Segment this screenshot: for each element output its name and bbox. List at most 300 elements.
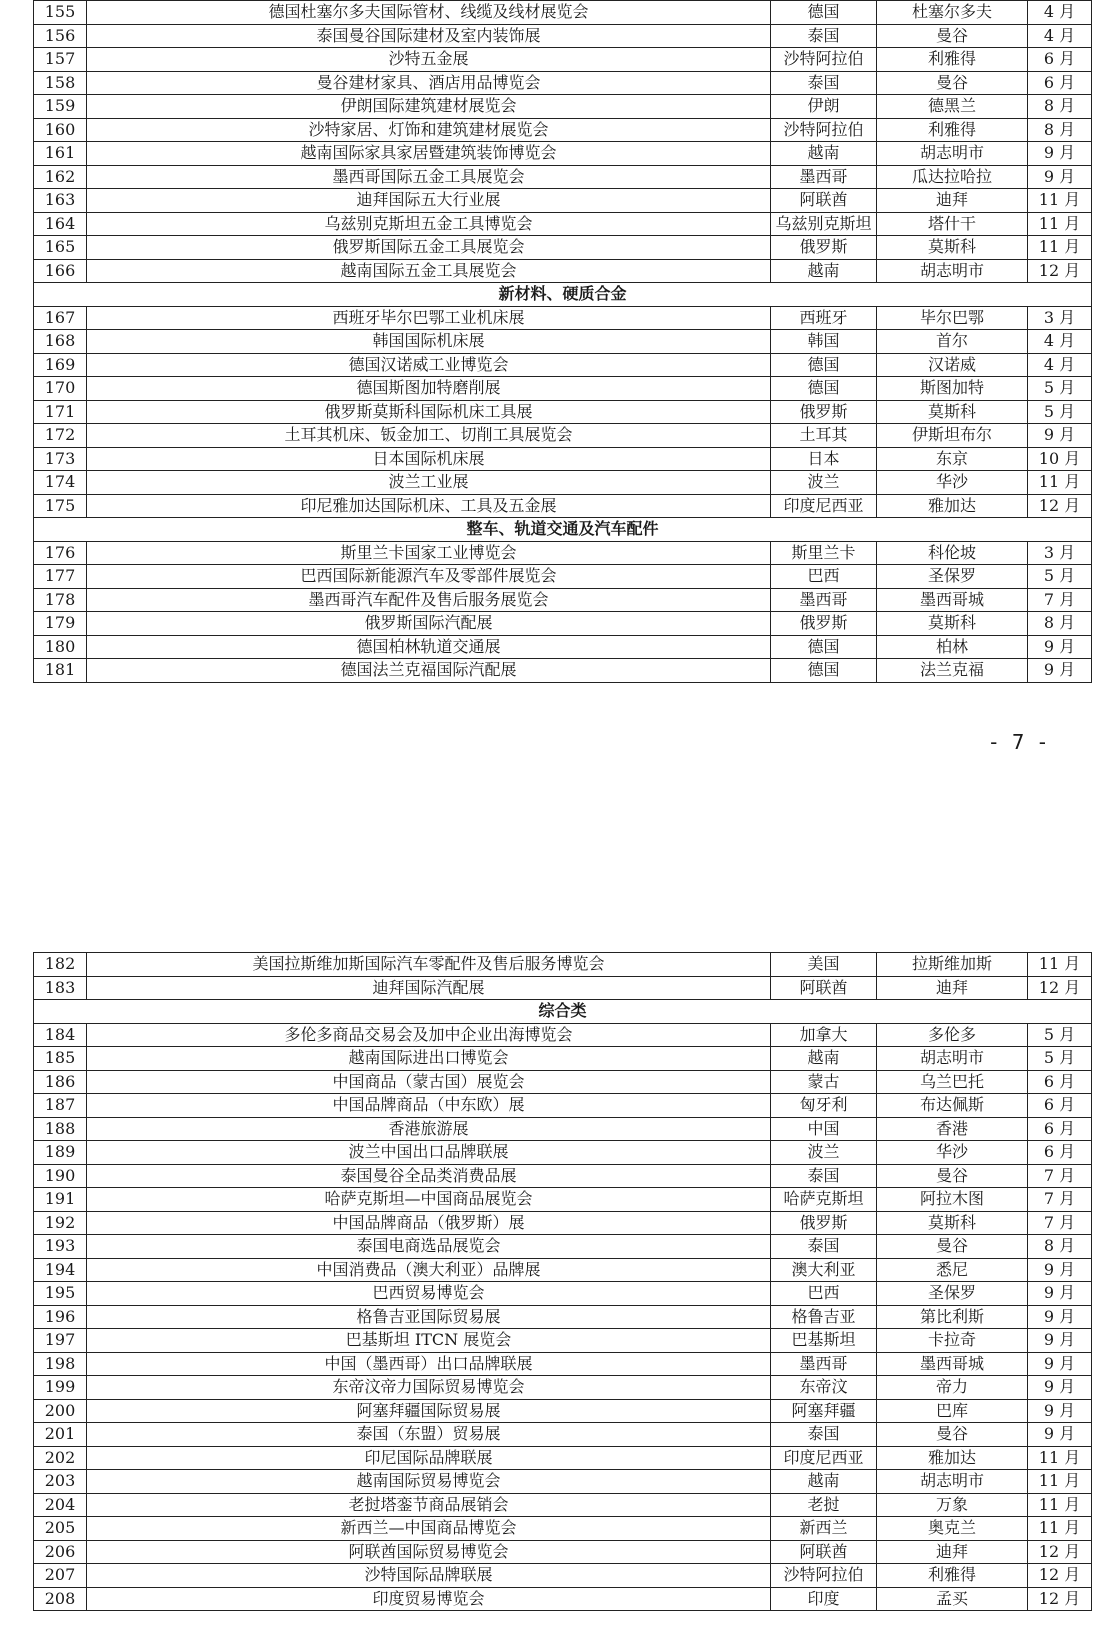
serial-number-cell: 184 (34, 1023, 87, 1047)
exhibition-name-cell: 美国拉斯维加斯国际汽车零配件及售后服务博览会 (87, 953, 771, 977)
serial-number-cell: 159 (34, 95, 87, 119)
city-cell: 雅加达 (877, 1446, 1028, 1470)
month-cell: 11 月 (1028, 1470, 1092, 1494)
serial-number-cell: 199 (34, 1376, 87, 1400)
month-cell: 9 月 (1028, 1376, 1092, 1400)
table-row (34, 1070, 1092, 1094)
month-cell: 8 月 (1028, 118, 1092, 142)
table-row (34, 118, 1092, 142)
country-cell: 日本 (771, 447, 877, 471)
table-row (34, 1211, 1092, 1235)
serial-number-cell: 157 (34, 48, 87, 72)
serial-number-cell: 194 (34, 1258, 87, 1282)
city-cell: 迪拜 (877, 976, 1028, 1000)
month-cell: 5 月 (1028, 400, 1092, 424)
month-cell: 9 月 (1028, 1329, 1092, 1353)
month-cell: 9 月 (1028, 1258, 1092, 1282)
exhibition-name-cell: 德国法兰克福国际汽配展 (87, 659, 771, 683)
table-row (34, 330, 1092, 354)
country-cell: 蒙古 (771, 1070, 877, 1094)
country-cell: 新西兰 (771, 1517, 877, 1541)
table-row (34, 24, 1092, 48)
city-cell: 帝力 (877, 1376, 1028, 1400)
serial-number-cell: 168 (34, 330, 87, 354)
country-cell: 印度尼西亚 (771, 494, 877, 518)
city-cell: 毕尔巴鄂 (877, 306, 1028, 330)
serial-number-cell: 170 (34, 377, 87, 401)
city-cell: 法兰克福 (877, 659, 1028, 683)
exhibition-name-cell: 迪拜国际汽配展 (87, 976, 771, 1000)
exhibition-name-cell: 德国汉诺威工业博览会 (87, 353, 771, 377)
section-title: 整车、轨道交通及汽车配件 (34, 518, 1092, 542)
city-cell: 雅加达 (877, 494, 1028, 518)
serial-number-cell: 160 (34, 118, 87, 142)
month-cell: 9 月 (1028, 1423, 1092, 1447)
city-cell: 孟买 (877, 1587, 1028, 1611)
month-cell: 4 月 (1028, 24, 1092, 48)
city-cell: 万象 (877, 1493, 1028, 1517)
table-row (34, 48, 1092, 72)
serial-number-cell: 203 (34, 1470, 87, 1494)
exhibition-name-cell: 中国消费品（澳大利亚）品牌展 (87, 1258, 771, 1282)
country-cell: 美国 (771, 953, 877, 977)
exhibition-name-cell: 印尼雅加达国际机床、工具及五金展 (87, 494, 771, 518)
table-row (34, 165, 1092, 189)
country-cell: 沙特阿拉伯 (771, 48, 877, 72)
country-cell: 匈牙利 (771, 1094, 877, 1118)
month-cell: 5 月 (1028, 1023, 1092, 1047)
serial-number-cell: 175 (34, 494, 87, 518)
serial-number-cell: 188 (34, 1117, 87, 1141)
serial-number-cell: 190 (34, 1164, 87, 1188)
exhibition-name-cell: 波兰中国出口品牌联展 (87, 1141, 771, 1165)
exhibition-name-cell: 中国品牌商品（中东欧）展 (87, 1094, 771, 1118)
table-row (34, 1023, 1092, 1047)
serial-number-cell: 193 (34, 1235, 87, 1259)
country-cell: 沙特阿拉伯 (771, 118, 877, 142)
city-cell: 第比利斯 (877, 1305, 1028, 1329)
country-cell: 斯里兰卡 (771, 541, 877, 565)
table-row (34, 1470, 1092, 1494)
month-cell: 8 月 (1028, 95, 1092, 119)
month-cell: 9 月 (1028, 165, 1092, 189)
country-cell: 老挝 (771, 1493, 877, 1517)
table-row (34, 1, 1092, 25)
city-cell: 墨西哥城 (877, 1352, 1028, 1376)
section-header-row (34, 283, 1092, 307)
table-row (34, 494, 1092, 518)
exhibition-name-cell: 泰国曼谷国际建材及室内装饰展 (87, 24, 771, 48)
country-cell: 澳大利亚 (771, 1258, 877, 1282)
exhibition-table (33, 0, 1092, 683)
exhibition-name-cell: 波兰工业展 (87, 471, 771, 495)
country-cell: 印度 (771, 1587, 877, 1611)
month-cell: 9 月 (1028, 659, 1092, 683)
month-cell: 4 月 (1028, 330, 1092, 354)
section-header-row (34, 1000, 1092, 1024)
table-row (34, 1446, 1092, 1470)
city-cell: 首尔 (877, 330, 1028, 354)
table-row (34, 424, 1092, 448)
exhibition-name-cell: 巴基斯坦 ITCN 展览会 (87, 1329, 771, 1353)
country-cell: 印度尼西亚 (771, 1446, 877, 1470)
city-cell: 塔什干 (877, 212, 1028, 236)
city-cell: 柏林 (877, 635, 1028, 659)
country-cell: 阿联酋 (771, 189, 877, 213)
exhibition-name-cell: 香港旅游展 (87, 1117, 771, 1141)
country-cell: 德国 (771, 659, 877, 683)
country-cell: 阿塞拜疆 (771, 1399, 877, 1423)
city-cell: 汉诺威 (877, 353, 1028, 377)
city-cell: 悉尼 (877, 1258, 1028, 1282)
serial-number-cell: 192 (34, 1211, 87, 1235)
serial-number-cell: 191 (34, 1188, 87, 1212)
country-cell: 泰国 (771, 1423, 877, 1447)
month-cell: 11 月 (1028, 189, 1092, 213)
page-number: - 7 - (990, 730, 1050, 754)
table-row (34, 588, 1092, 612)
country-cell: 波兰 (771, 1141, 877, 1165)
month-cell: 6 月 (1028, 1094, 1092, 1118)
table-row (34, 306, 1092, 330)
exhibition-name-cell: 斯里兰卡国家工业博览会 (87, 541, 771, 565)
city-cell: 华沙 (877, 1141, 1028, 1165)
table-row (34, 1188, 1092, 1212)
city-cell: 伊斯坦布尔 (877, 424, 1028, 448)
table-row (34, 1094, 1092, 1118)
country-cell: 波兰 (771, 471, 877, 495)
city-cell: 香港 (877, 1117, 1028, 1141)
table-row (34, 353, 1092, 377)
serial-number-cell: 158 (34, 71, 87, 95)
city-cell: 华沙 (877, 471, 1028, 495)
city-cell: 多伦多 (877, 1023, 1028, 1047)
table-row (34, 471, 1092, 495)
table-row (34, 1258, 1092, 1282)
table-row (34, 1117, 1092, 1141)
table-row (34, 976, 1092, 1000)
country-cell: 格鲁吉亚 (771, 1305, 877, 1329)
section-title: 新材料、硬质合金 (34, 283, 1092, 307)
exhibition-name-cell: 中国品牌商品（俄罗斯）展 (87, 1211, 771, 1235)
serial-number-cell: 180 (34, 635, 87, 659)
city-cell: 胡志明市 (877, 1470, 1028, 1494)
country-cell: 俄罗斯 (771, 236, 877, 260)
city-cell: 斯图加特 (877, 377, 1028, 401)
month-cell: 6 月 (1028, 1117, 1092, 1141)
table-row (34, 259, 1092, 283)
city-cell: 杜塞尔多夫 (877, 1, 1028, 25)
city-cell: 曼谷 (877, 24, 1028, 48)
month-cell: 7 月 (1028, 1211, 1092, 1235)
table-row (34, 1587, 1092, 1611)
month-cell: 11 月 (1028, 1446, 1092, 1470)
serial-number-cell: 207 (34, 1564, 87, 1588)
city-cell: 瓜达拉哈拉 (877, 165, 1028, 189)
city-cell: 卡拉奇 (877, 1329, 1028, 1353)
country-cell: 德国 (771, 635, 877, 659)
month-cell: 4 月 (1028, 1, 1092, 25)
table-row (34, 212, 1092, 236)
country-cell: 土耳其 (771, 424, 877, 448)
city-cell: 莫斯科 (877, 400, 1028, 424)
city-cell: 拉斯维加斯 (877, 953, 1028, 977)
serial-number-cell: 178 (34, 588, 87, 612)
month-cell: 12 月 (1028, 1564, 1092, 1588)
table-row (34, 236, 1092, 260)
country-cell: 阿联酋 (771, 1540, 877, 1564)
exhibition-name-cell: 泰国（东盟）贸易展 (87, 1423, 771, 1447)
exhibition-name-cell: 曼谷建材家具、酒店用品博览会 (87, 71, 771, 95)
serial-number-cell: 155 (34, 1, 87, 25)
exhibition-table-top (33, 0, 1091, 683)
exhibition-name-cell: 越南国际家具家居暨建筑装饰博览会 (87, 142, 771, 166)
country-cell: 墨西哥 (771, 165, 877, 189)
country-cell: 阿联酋 (771, 976, 877, 1000)
serial-number-cell: 164 (34, 212, 87, 236)
country-cell: 墨西哥 (771, 588, 877, 612)
exhibition-name-cell: 阿塞拜疆国际贸易展 (87, 1399, 771, 1423)
exhibition-name-cell: 伊朗国际建筑建材展览会 (87, 95, 771, 119)
country-cell: 哈萨克斯坦 (771, 1188, 877, 1212)
serial-number-cell: 196 (34, 1305, 87, 1329)
serial-number-cell: 202 (34, 1446, 87, 1470)
month-cell: 7 月 (1028, 1188, 1092, 1212)
city-cell: 德黑兰 (877, 95, 1028, 119)
table-row (34, 142, 1092, 166)
city-cell: 利雅得 (877, 1564, 1028, 1588)
month-cell: 10 月 (1028, 447, 1092, 471)
country-cell: 德国 (771, 377, 877, 401)
serial-number-cell: 205 (34, 1517, 87, 1541)
month-cell: 9 月 (1028, 1305, 1092, 1329)
country-cell: 俄罗斯 (771, 1211, 877, 1235)
serial-number-cell: 204 (34, 1493, 87, 1517)
month-cell: 9 月 (1028, 424, 1092, 448)
serial-number-cell: 169 (34, 353, 87, 377)
exhibition-name-cell: 阿联酋国际贸易博览会 (87, 1540, 771, 1564)
serial-number-cell: 200 (34, 1399, 87, 1423)
serial-number-cell: 165 (34, 236, 87, 260)
city-cell: 奥克兰 (877, 1517, 1028, 1541)
exhibition-name-cell: 土耳其机床、钣金加工、切削工具展览会 (87, 424, 771, 448)
country-cell: 东帝汶 (771, 1376, 877, 1400)
exhibition-name-cell: 德国杜塞尔多夫国际管材、线缆及线材展览会 (87, 1, 771, 25)
serial-number-cell: 176 (34, 541, 87, 565)
country-cell: 沙特阿拉伯 (771, 1564, 877, 1588)
month-cell: 5 月 (1028, 1047, 1092, 1071)
country-cell: 越南 (771, 1047, 877, 1071)
city-cell: 利雅得 (877, 118, 1028, 142)
serial-number-cell: 185 (34, 1047, 87, 1071)
table-row (34, 1423, 1092, 1447)
table-row (34, 541, 1092, 565)
serial-number-cell: 156 (34, 24, 87, 48)
country-cell: 越南 (771, 142, 877, 166)
month-cell: 12 月 (1028, 976, 1092, 1000)
month-cell: 9 月 (1028, 1399, 1092, 1423)
serial-number-cell: 172 (34, 424, 87, 448)
table-row (34, 565, 1092, 589)
exhibition-name-cell: 西班牙毕尔巴鄂工业机床展 (87, 306, 771, 330)
city-cell: 圣保罗 (877, 1282, 1028, 1306)
month-cell: 9 月 (1028, 142, 1092, 166)
table-row (34, 1141, 1092, 1165)
serial-number-cell: 179 (34, 612, 87, 636)
table-row (34, 612, 1092, 636)
exhibition-name-cell: 沙特国际品牌联展 (87, 1564, 771, 1588)
table-row (34, 1493, 1092, 1517)
serial-number-cell: 161 (34, 142, 87, 166)
exhibition-name-cell: 格鲁吉亚国际贸易展 (87, 1305, 771, 1329)
city-cell: 东京 (877, 447, 1028, 471)
table-row (34, 1235, 1092, 1259)
country-cell: 巴基斯坦 (771, 1329, 877, 1353)
country-cell: 越南 (771, 1470, 877, 1494)
table-row (34, 1399, 1092, 1423)
exhibition-name-cell: 新西兰—中国商品博览会 (87, 1517, 771, 1541)
country-cell: 巴西 (771, 1282, 877, 1306)
month-cell: 12 月 (1028, 494, 1092, 518)
month-cell: 12 月 (1028, 1540, 1092, 1564)
month-cell: 11 月 (1028, 236, 1092, 260)
city-cell: 曼谷 (877, 1235, 1028, 1259)
table-row (34, 447, 1092, 471)
exhibition-name-cell: 印尼国际品牌联展 (87, 1446, 771, 1470)
table-row (34, 1305, 1092, 1329)
table-row (34, 189, 1092, 213)
month-cell: 12 月 (1028, 1587, 1092, 1611)
country-cell: 西班牙 (771, 306, 877, 330)
exhibition-name-cell: 老挝塔銮节商品展销会 (87, 1493, 771, 1517)
table-row (34, 95, 1092, 119)
month-cell: 3 月 (1028, 541, 1092, 565)
serial-number-cell: 174 (34, 471, 87, 495)
month-cell: 11 月 (1028, 953, 1092, 977)
city-cell: 乌兰巴托 (877, 1070, 1028, 1094)
country-cell: 墨西哥 (771, 1352, 877, 1376)
city-cell: 圣保罗 (877, 565, 1028, 589)
serial-number-cell: 163 (34, 189, 87, 213)
table-row (34, 377, 1092, 401)
month-cell: 9 月 (1028, 1282, 1092, 1306)
table-row (34, 953, 1092, 977)
exhibition-name-cell: 越南国际贸易博览会 (87, 1470, 771, 1494)
exhibition-name-cell: 多伦多商品交易会及加中企业出海博览会 (87, 1023, 771, 1047)
month-cell: 5 月 (1028, 565, 1092, 589)
country-cell: 俄罗斯 (771, 612, 877, 636)
serial-number-cell: 186 (34, 1070, 87, 1094)
country-cell: 德国 (771, 353, 877, 377)
month-cell: 6 月 (1028, 1141, 1092, 1165)
month-cell: 11 月 (1028, 1517, 1092, 1541)
exhibition-name-cell: 德国斯图加特磨削展 (87, 377, 771, 401)
exhibition-name-cell: 迪拜国际五大行业展 (87, 189, 771, 213)
city-cell: 胡志明市 (877, 259, 1028, 283)
country-cell: 巴西 (771, 565, 877, 589)
city-cell: 墨西哥城 (877, 588, 1028, 612)
country-cell: 加拿大 (771, 1023, 877, 1047)
month-cell: 11 月 (1028, 471, 1092, 495)
exhibition-name-cell: 日本国际机床展 (87, 447, 771, 471)
exhibition-name-cell: 巴西国际新能源汽车及零部件展览会 (87, 565, 771, 589)
month-cell: 11 月 (1028, 1493, 1092, 1517)
city-cell: 布达佩斯 (877, 1094, 1028, 1118)
exhibition-name-cell: 越南国际进出口博览会 (87, 1047, 771, 1071)
country-cell: 泰国 (771, 1164, 877, 1188)
exhibition-name-cell: 中国（墨西哥）出口品牌联展 (87, 1352, 771, 1376)
serial-number-cell: 181 (34, 659, 87, 683)
table-row (34, 1047, 1092, 1071)
month-cell: 6 月 (1028, 48, 1092, 72)
exhibition-name-cell: 沙特家居、灯饰和建筑建材展览会 (87, 118, 771, 142)
country-cell: 伊朗 (771, 95, 877, 119)
serial-number-cell: 197 (34, 1329, 87, 1353)
month-cell: 11 月 (1028, 212, 1092, 236)
month-cell: 5 月 (1028, 377, 1092, 401)
serial-number-cell: 167 (34, 306, 87, 330)
country-cell: 德国 (771, 1, 877, 25)
section-header-row (34, 518, 1092, 542)
serial-number-cell: 183 (34, 976, 87, 1000)
city-cell: 迪拜 (877, 189, 1028, 213)
exhibition-name-cell: 巴西贸易博览会 (87, 1282, 771, 1306)
city-cell: 胡志明市 (877, 1047, 1028, 1071)
month-cell: 8 月 (1028, 612, 1092, 636)
serial-number-cell: 166 (34, 259, 87, 283)
serial-number-cell: 198 (34, 1352, 87, 1376)
city-cell: 迪拜 (877, 1540, 1028, 1564)
city-cell: 阿拉木图 (877, 1188, 1028, 1212)
table-row (34, 1564, 1092, 1588)
exhibition-name-cell: 印度贸易博览会 (87, 1587, 771, 1611)
month-cell: 3 月 (1028, 306, 1092, 330)
exhibition-name-cell: 俄罗斯国际汽配展 (87, 612, 771, 636)
table-row (34, 659, 1092, 683)
exhibition-name-cell: 哈萨克斯坦—中国商品展览会 (87, 1188, 771, 1212)
exhibition-table-bottom (33, 952, 1091, 1611)
city-cell: 利雅得 (877, 48, 1028, 72)
exhibition-name-cell: 俄罗斯国际五金工具展览会 (87, 236, 771, 260)
month-cell: 7 月 (1028, 1164, 1092, 1188)
month-cell: 6 月 (1028, 71, 1092, 95)
city-cell: 巴库 (877, 1399, 1028, 1423)
serial-number-cell: 208 (34, 1587, 87, 1611)
city-cell: 莫斯科 (877, 236, 1028, 260)
country-cell: 俄罗斯 (771, 400, 877, 424)
exhibition-name-cell: 俄罗斯莫斯科国际机床工具展 (87, 400, 771, 424)
city-cell: 曼谷 (877, 71, 1028, 95)
table-row (34, 1282, 1092, 1306)
month-cell: 9 月 (1028, 635, 1092, 659)
country-cell: 越南 (771, 259, 877, 283)
month-cell: 7 月 (1028, 588, 1092, 612)
exhibition-name-cell: 墨西哥汽车配件及售后服务展览会 (87, 588, 771, 612)
table-row (34, 1376, 1092, 1400)
city-cell: 科伦坡 (877, 541, 1028, 565)
table-row (34, 71, 1092, 95)
city-cell: 曼谷 (877, 1164, 1028, 1188)
serial-number-cell: 182 (34, 953, 87, 977)
table-row (34, 1352, 1092, 1376)
city-cell: 莫斯科 (877, 612, 1028, 636)
country-cell: 韩国 (771, 330, 877, 354)
month-cell: 8 月 (1028, 1235, 1092, 1259)
city-cell: 曼谷 (877, 1423, 1028, 1447)
exhibition-name-cell: 德国柏林轨道交通展 (87, 635, 771, 659)
serial-number-cell: 201 (34, 1423, 87, 1447)
serial-number-cell: 187 (34, 1094, 87, 1118)
